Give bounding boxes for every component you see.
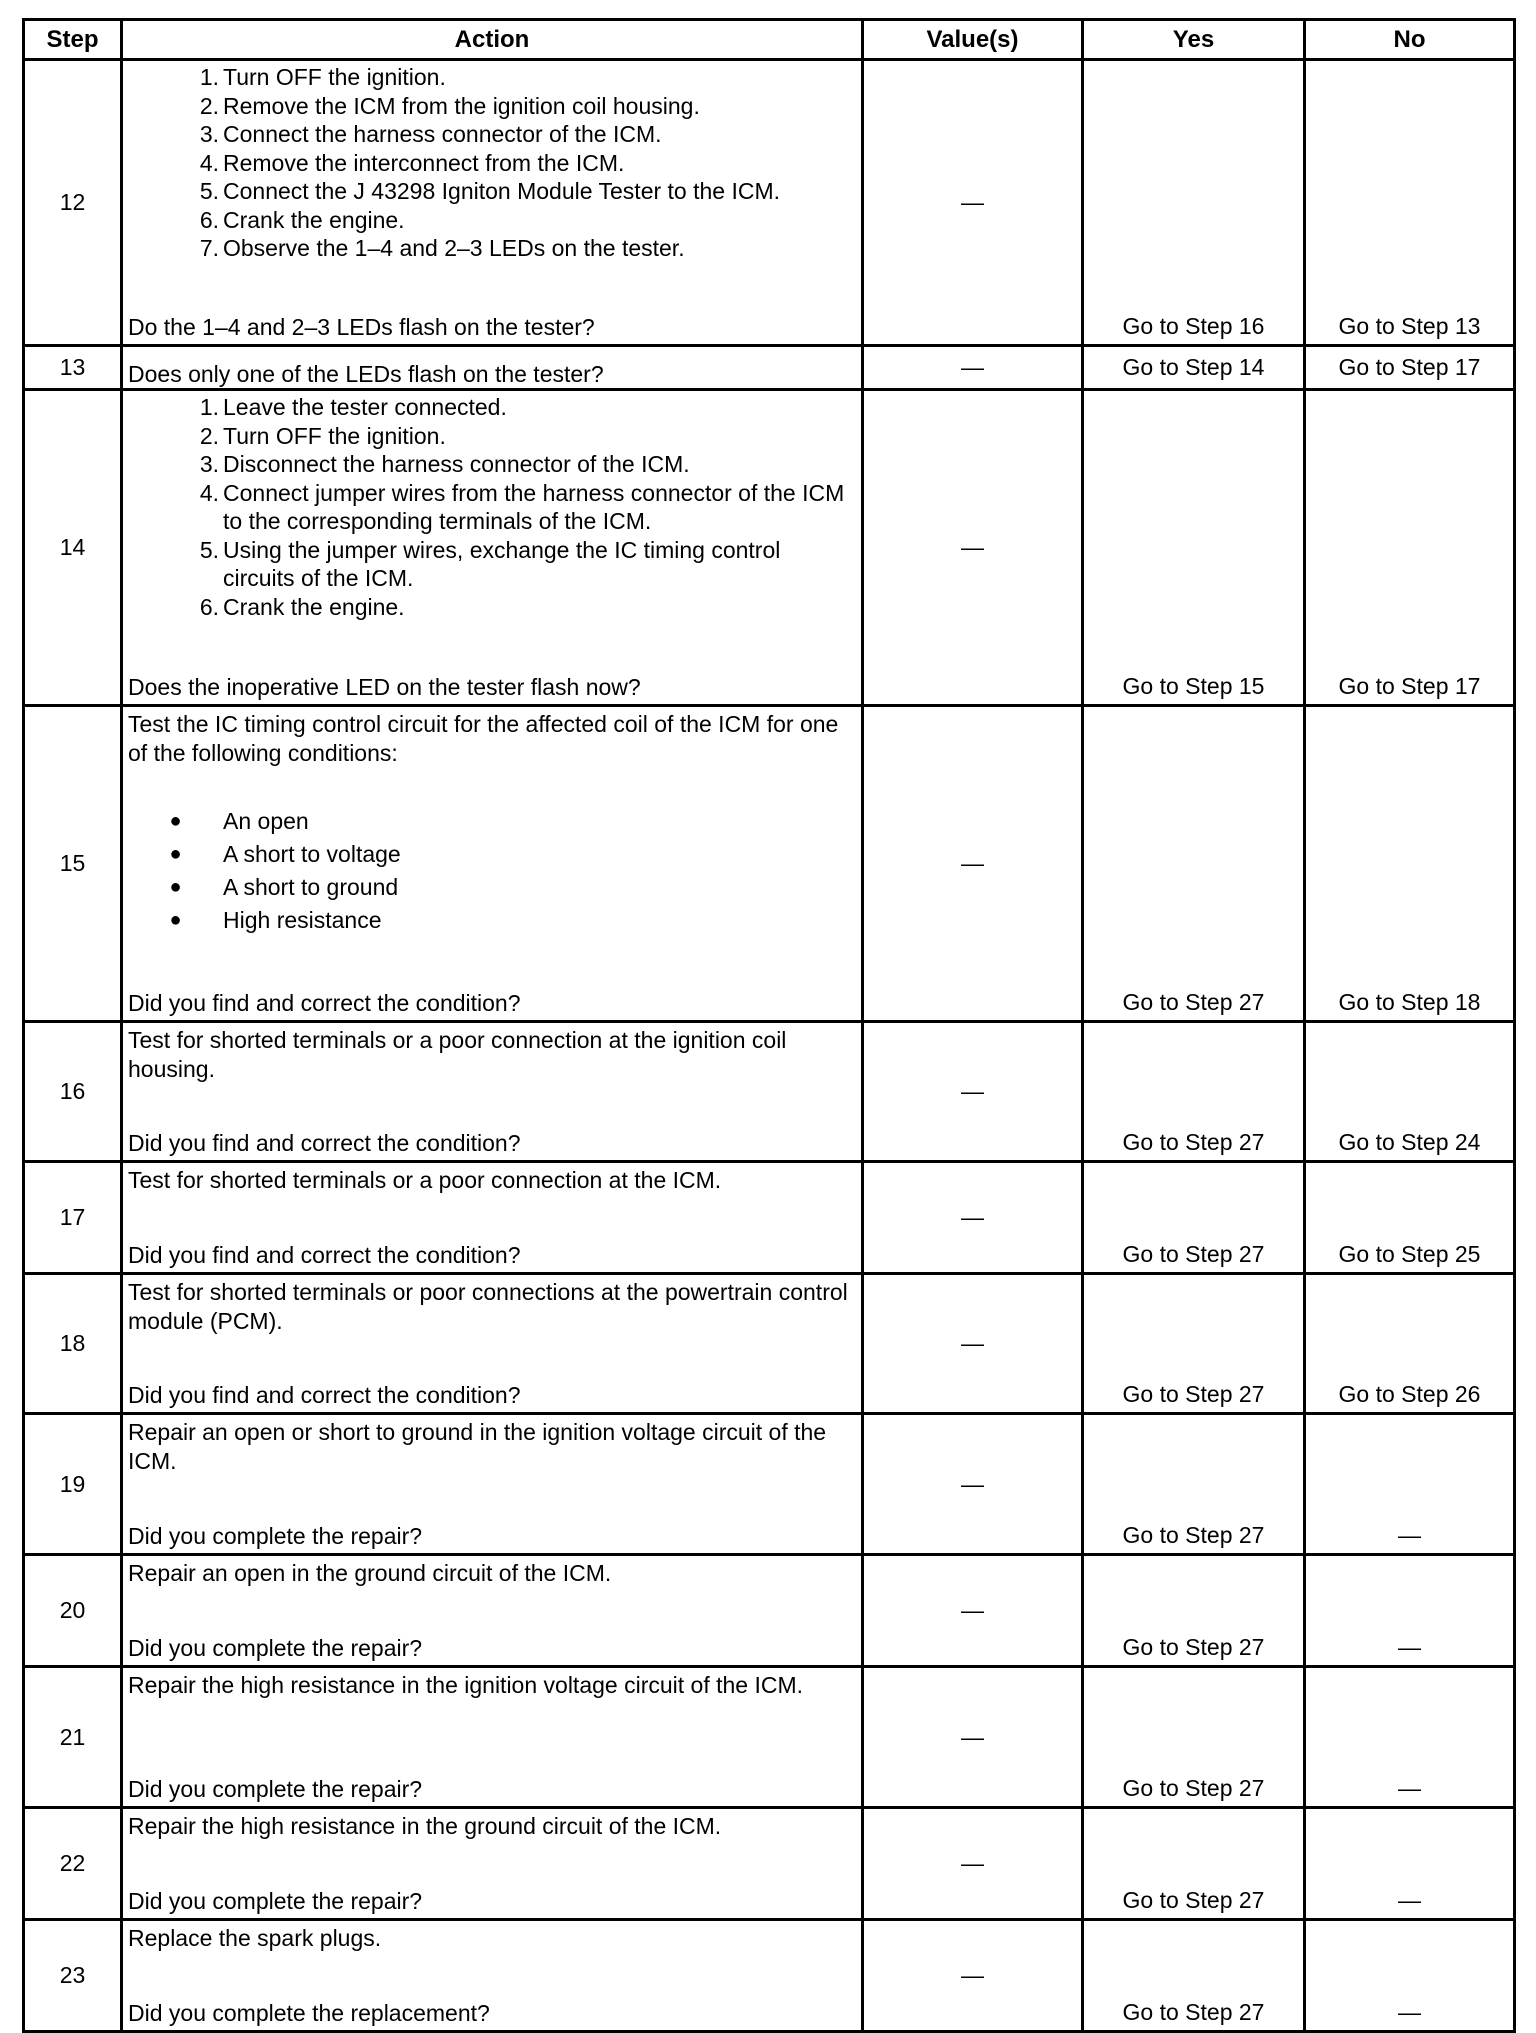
action-cell [122,1162,863,1274]
action-cell [122,1555,863,1667]
no-cell: Go to Step 26 [1305,1274,1515,1414]
header-no: No [1305,20,1515,60]
action-cell [122,1667,863,1808]
bullet-icon: ● [169,843,182,865]
yes-cell: Go to Step 27 [1083,1920,1305,2032]
action-content [123,347,861,388]
yes-cell: Go to Step 27 [1083,1022,1305,1162]
list-item-text: High resistance [223,907,382,933]
list-item-number: 6. [199,593,219,620]
list-item [128,149,857,178]
list-item [128,904,857,937]
action-body [128,707,857,937]
no-cell: — [1305,1920,1515,2032]
no-cell: — [1305,1414,1515,1555]
list-item [128,393,857,422]
action-lead-text: Replace the spark plugs. [128,1925,382,1951]
action-cell [122,390,863,706]
yes-cell: Go to Step 27 [1083,1274,1305,1414]
yes-cell: Go to Step 27 [1083,1414,1305,1555]
step-number: 20 [24,1555,122,1667]
step-number: 18 [24,1274,122,1414]
action-content [123,391,861,704]
action-content [123,1163,861,1272]
action-question: Did you complete the repair? [128,1634,423,1661]
action-question: Does the inoperative LED on the tester flash now? [128,673,641,700]
value-cell: — [863,1808,1083,1920]
list-item-text: Observe the 1–4 and 2–3 LEDs on the tester. [223,235,685,261]
list-item [128,422,857,451]
list-item-number: 5. [199,536,219,563]
yes-cell: Go to Step 27 [1083,1667,1305,1808]
header-action: Action [122,20,863,60]
table-row [24,1555,1515,1667]
no-cell: Go to Step 25 [1305,1162,1515,1274]
list-item [128,479,857,536]
action-lead-text: Test the IC timing control circuit for the affected coil of the ICM for one of the following conditions: [128,711,839,766]
action-content [123,1556,861,1665]
step-number: 17 [24,1162,122,1274]
yes-cell: Go to Step 27 [1083,1162,1305,1274]
step-number: 12 [24,60,122,346]
action-body [128,1023,857,1083]
action-body [128,1668,857,1700]
list-item-text: Crank the engine. [223,206,405,233]
action-cell [122,1022,863,1162]
action-question: Did you find and correct the condition? [128,989,521,1016]
action-question: Did you complete the replacement? [128,1999,490,2026]
action-content [123,1668,861,1806]
table-row [24,1414,1515,1555]
step-number: 23 [24,1920,122,2032]
list-item [128,450,857,479]
action-content [123,1415,861,1553]
action-lead-text: Repair an open in the ground circuit of the ICM. [128,1560,612,1586]
list-item-text: Turn OFF the ignition. [223,64,446,90]
action-body [128,1809,857,1841]
table-row [24,1274,1515,1414]
header-step: Step [24,20,122,60]
action-lead-text: Test for shorted terminals or a poor connection at the ICM. [128,1167,722,1193]
yes-cell: Go to Step 14 [1083,346,1305,390]
action-content [123,1275,861,1412]
list-item-number: 1. [199,394,219,420]
yes-cell: Go to Step 15 [1083,390,1305,706]
list-item-text: An open [223,808,309,834]
value-cell: — [863,1274,1083,1414]
list-item-text: Connect jumper wires from the harness connector of the ICM to the corresponding terminals of the ICM. [223,479,845,534]
value-cell: — [863,706,1083,1022]
action-cell [122,1414,863,1555]
action-body [128,1415,857,1475]
no-cell: Go to Step 13 [1305,60,1515,346]
value-cell: — [863,390,1083,706]
list-item [128,871,857,904]
bullet-icon: ● [169,876,182,898]
list-item-text: Using the jumper wires, exchange the IC timing control circuits of the ICM. [223,536,781,591]
action-cell [122,1808,863,1920]
list-item-text: Crank the engine. [223,593,405,620]
action-cell [122,706,863,1022]
list-item-text: Connect the J 43298 Igniton Module Tester to the ICM. [223,178,781,204]
list-item-number: 2. [199,422,219,449]
action-body [128,1556,857,1588]
header-values: Value(s) [863,20,1083,60]
table-row [24,1920,1515,2032]
list-item-text: Disconnect the harness connector of the ICM. [223,451,690,477]
action-body [128,1921,857,1953]
bullet-icon: ● [169,810,182,832]
action-lead-text: Test for shorted terminals or a poor connection at the ignition coil housing. [128,1027,787,1082]
list-item-number: 5. [199,178,219,204]
table-row [24,60,1515,346]
action-question: Did you complete the repair? [128,1522,423,1549]
list-item-text: A short to ground [223,874,399,900]
list-item-text: Leave the tester connected. [223,394,507,420]
list-item [128,805,857,838]
step-number: 14 [24,390,122,706]
yes-cell: Go to Step 27 [1083,706,1305,1022]
action-question: Did you find and correct the condition? [128,1129,521,1156]
list-item-text: Remove the ICM from the ignition coil housing. [223,92,700,119]
table-row [24,1667,1515,1808]
list-item-text: A short to voltage [223,841,401,867]
action-content [123,61,861,344]
list-item [128,63,857,92]
yes-cell: Go to Step 16 [1083,60,1305,346]
value-cell: — [863,60,1083,346]
yes-cell: Go to Step 27 [1083,1555,1305,1667]
action-cell [122,1920,863,2032]
step-number: 19 [24,1414,122,1555]
no-cell: — [1305,1667,1515,1808]
diagnostic-table [22,18,1516,2033]
action-content [123,1023,861,1160]
list-item-number: 4. [199,149,219,176]
list-item [128,536,857,593]
step-number: 13 [24,346,122,390]
header-yes: Yes [1083,20,1305,60]
table-row [24,346,1515,390]
action-body [128,1163,857,1195]
list-item [128,593,857,622]
step-number: 22 [24,1808,122,1920]
list-item [128,120,857,149]
list-item [128,234,857,263]
value-cell: — [863,1555,1083,1667]
list-item [128,838,857,871]
step-number: 16 [24,1022,122,1162]
action-body [128,391,857,621]
action-question: Do the 1–4 and 2–3 LEDs flash on the tester? [128,313,595,340]
table-row [24,1808,1515,1920]
table-row [24,390,1515,706]
action-cell [122,346,863,390]
bullet-icon: ● [169,909,182,931]
value-cell: — [863,346,1083,390]
list-item [128,177,857,206]
no-cell: Go to Step 18 [1305,706,1515,1022]
table-row [24,706,1515,1022]
list-item-text: Remove the interconnect from the ICM. [223,149,625,176]
list-item-number: 3. [199,451,219,477]
action-lead-text: Repair the high resistance in the ground circuit of the ICM. [128,1813,722,1839]
no-cell: Go to Step 17 [1305,346,1515,390]
value-cell: — [863,1414,1083,1555]
no-cell: Go to Step 17 [1305,390,1515,706]
action-cell [122,60,863,346]
no-cell: Go to Step 24 [1305,1022,1515,1162]
condition-list [128,805,857,937]
action-content [123,1921,861,2030]
header-row [24,20,1515,60]
value-cell: — [863,1022,1083,1162]
procedure-list [128,393,857,621]
yes-cell: Go to Step 27 [1083,1808,1305,1920]
step-number: 21 [24,1667,122,1808]
list-item-number: 7. [199,235,219,261]
list-item-number: 1. [199,64,219,90]
action-content [123,1809,861,1918]
list-item-text: Turn OFF the ignition. [223,422,446,449]
action-body [128,61,857,263]
action-content [123,707,861,1020]
value-cell: — [863,1920,1083,2032]
no-cell: — [1305,1555,1515,1667]
procedure-list [128,63,857,263]
action-lead-text: Repair the high resistance in the ignition voltage circuit of the ICM. [128,1672,804,1698]
action-question: Did you complete the repair? [128,1887,423,1914]
list-item-number: 6. [199,206,219,233]
value-cell: — [863,1667,1083,1808]
action-cell [122,1274,863,1414]
list-item [128,206,857,235]
action-question: Did you find and correct the condition? [128,1381,521,1408]
action-lead-text: Repair an open or short to ground in the ignition voltage circuit of the ICM. [128,1419,827,1474]
step-number: 15 [24,706,122,1022]
action-question: Did you complete the repair? [128,1775,423,1802]
action-body [128,1275,857,1335]
list-item-number: 2. [199,92,219,119]
list-item-number: 4. [199,479,219,506]
action-lead-text: Test for shorted terminals or poor connections at the powertrain control module (PCM). [128,1279,848,1334]
action-question: Did you find and correct the condition? [128,1241,521,1268]
table-row [24,1162,1515,1274]
table-row [24,1022,1515,1162]
list-item-text: Connect the harness connector of the ICM. [223,121,662,147]
action-question: Does only one of the LEDs flash on the tester? [128,360,604,387]
list-item [128,92,857,121]
value-cell: — [863,1162,1083,1274]
no-cell: — [1305,1808,1515,1920]
list-item-number: 3. [199,121,219,147]
table-body [24,60,1515,2032]
